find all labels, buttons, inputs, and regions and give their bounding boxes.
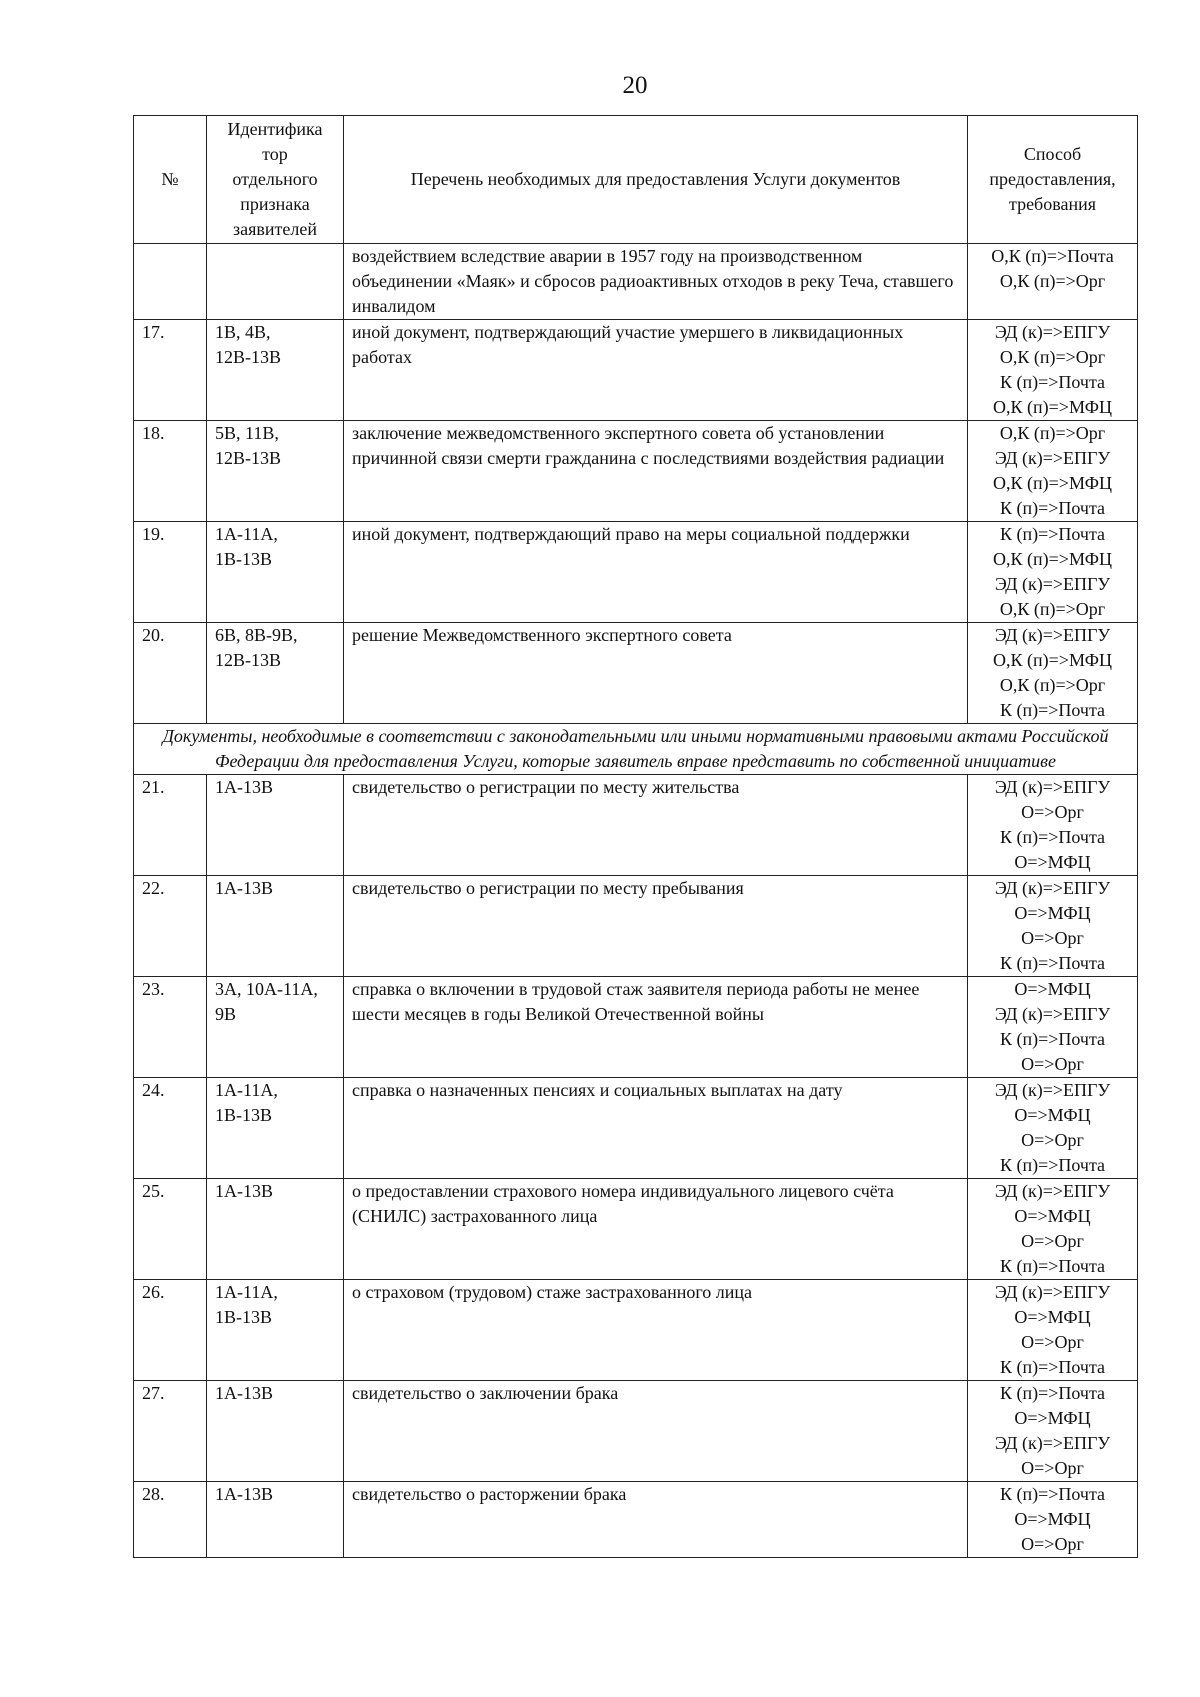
row-identifier: 1А-13В xyxy=(207,876,344,977)
row-document: свидетельство о регистрации по месту пребывания xyxy=(344,876,968,977)
method-item: К (п)=>Почта xyxy=(999,1383,1106,1403)
row-identifier: 1А-13В xyxy=(207,775,344,876)
table-row xyxy=(134,244,1138,320)
row-number: 24. xyxy=(134,1078,207,1179)
table-row xyxy=(134,421,1138,522)
table-row xyxy=(134,1381,1138,1482)
table-row xyxy=(134,1280,1138,1381)
row-number: 26. xyxy=(134,1280,207,1381)
method-item: О,К (п)=>Орг xyxy=(999,347,1106,367)
method-item: ЭД (к)=>ЕПГУ xyxy=(994,1282,1111,1302)
row-number: 25. xyxy=(134,1179,207,1280)
table-row xyxy=(134,522,1138,623)
method-item: О=>МФЦ xyxy=(1014,903,1091,923)
row-document: свидетельство о регистрации по месту жительства xyxy=(344,775,968,876)
row-document: свидетельство о заключении брака xyxy=(344,1381,968,1482)
method-item: К (п)=>Почта xyxy=(999,827,1106,847)
row-number: 27. xyxy=(134,1381,207,1482)
table-row xyxy=(134,320,1138,421)
row-identifier: 5В, 11В, 12В-13В xyxy=(207,421,344,522)
method-item: К (п)=>Почта xyxy=(999,498,1106,518)
section-row xyxy=(134,724,1138,775)
row-identifier xyxy=(207,244,344,320)
method-item: О=>МФЦ xyxy=(1014,979,1091,999)
row-methods xyxy=(968,1179,1138,1280)
method-item: К (п)=>Почта xyxy=(999,372,1106,392)
table-row xyxy=(134,623,1138,724)
method-item: О,К (п)=>МФЦ xyxy=(993,549,1112,569)
method-item: О,К (п)=>МФЦ xyxy=(993,650,1112,670)
row-identifier: 1А-11А, 1В-13В xyxy=(207,522,344,623)
method-item: К (п)=>Почта xyxy=(999,1484,1106,1504)
method-item: К (п)=>Почта xyxy=(999,524,1106,544)
method-item: К (п)=>Почта xyxy=(999,1357,1106,1377)
method-item: О=>Орг xyxy=(1021,1458,1084,1478)
row-document: о предоставлении страхового номера индивидуального лицевого счёта (СНИЛС) застрахованного лица xyxy=(344,1179,968,1280)
table-row xyxy=(134,775,1138,876)
documents-table xyxy=(133,115,1138,1558)
method-item: ЭД (к)=>ЕПГУ xyxy=(994,448,1111,468)
row-identifier: 6В, 8В-9В, 12В-13В xyxy=(207,623,344,724)
method-item: ЭД (к)=>ЕПГУ xyxy=(994,574,1111,594)
row-methods xyxy=(968,1078,1138,1179)
method-item: ЭД (к)=>ЕПГУ xyxy=(994,1004,1111,1024)
row-number: 17. xyxy=(134,320,207,421)
method-item: О=>Орг xyxy=(1021,1054,1084,1074)
row-number: 18. xyxy=(134,421,207,522)
header-identifier-line: тор xyxy=(262,144,288,164)
method-item: О,К (п)=>МФЦ xyxy=(993,397,1112,417)
row-methods xyxy=(968,1482,1138,1558)
method-item: О=>МФЦ xyxy=(1014,1408,1091,1428)
method-item: К (п)=>Почта xyxy=(999,1029,1106,1049)
method-item: О=>Орг xyxy=(1021,1231,1084,1251)
row-number: 28. xyxy=(134,1482,207,1558)
table-row xyxy=(134,1078,1138,1179)
row-identifier: 1А-13В xyxy=(207,1179,344,1280)
method-item: О,К (п)=>Орг xyxy=(999,675,1106,695)
table-header-row xyxy=(134,116,1138,244)
method-item: ЭД (к)=>ЕПГУ xyxy=(994,625,1111,645)
method-item: О=>МФЦ xyxy=(1014,1206,1091,1226)
table-row xyxy=(134,1482,1138,1558)
method-item: ЭД (к)=>ЕПГУ xyxy=(994,777,1111,797)
row-identifier: 1А-11А, 1В-13В xyxy=(207,1078,344,1179)
row-document: заключение межведомственного экспертного совета об установлении причинной связи смерти гражданина с последствиями воздействия радиации xyxy=(344,421,968,522)
row-identifier: 1В, 4В, 12В-13В xyxy=(207,320,344,421)
method-item: ЭД (к)=>ЕПГУ xyxy=(994,1433,1111,1453)
header-identifier-line: Идентифика xyxy=(227,119,323,139)
header-number: № xyxy=(134,116,207,244)
row-number: 19. xyxy=(134,522,207,623)
row-methods xyxy=(968,876,1138,977)
method-item: О,К (п)=>Орг xyxy=(999,271,1106,291)
row-document: иной документ, подтверждающий участие умершего в ликвидационных работах xyxy=(344,320,968,421)
header-document-list: Перечень необходимых для предоставления Услуги документов xyxy=(344,116,968,244)
section-title: Документы, необходимые в соответствии с законодательными или иными нормативными правовыми актами Российской Федерации для предоставления Услуги, которые заявитель вправе представить по собственной инициативе xyxy=(134,724,1138,775)
method-item: К (п)=>Почта xyxy=(999,1256,1106,1276)
method-item: О=>МФЦ xyxy=(1014,852,1091,872)
method-item: О=>МФЦ xyxy=(1014,1105,1091,1125)
row-number: 22. xyxy=(134,876,207,977)
method-item: К (п)=>Почта xyxy=(999,1155,1106,1175)
table-body-top xyxy=(134,244,1138,724)
row-methods xyxy=(968,623,1138,724)
row-document: иной документ, подтверждающий право на меры социальной поддержки xyxy=(344,522,968,623)
method-item: О=>Орг xyxy=(1021,1534,1084,1554)
method-item: О=>Орг xyxy=(1021,1332,1084,1352)
row-number xyxy=(134,244,207,320)
page-number: 20 xyxy=(622,72,648,99)
row-identifier: 1А-13В xyxy=(207,1482,344,1558)
method-item: К (п)=>Почта xyxy=(999,700,1106,720)
method-item: О=>Орг xyxy=(1021,802,1084,822)
table-row xyxy=(134,1179,1138,1280)
table-row xyxy=(134,977,1138,1078)
header-identifier xyxy=(207,116,344,244)
method-item: ЭД (к)=>ЕПГУ xyxy=(994,322,1111,342)
method-item: К (п)=>Почта xyxy=(999,953,1106,973)
method-item: О=>Орг xyxy=(1021,928,1084,948)
method-item: О=>МФЦ xyxy=(1014,1509,1091,1529)
row-document: воздействием вследствие аварии в 1957 году на производственном объединении «Маяк» и сбросов радиоактивных отходов в реку Теча, ставшего инвалидом xyxy=(344,244,968,320)
row-number: 21. xyxy=(134,775,207,876)
row-methods xyxy=(968,1381,1138,1482)
header-identifier-line: отдельного xyxy=(232,169,318,189)
method-item: ЭД (к)=>ЕПГУ xyxy=(994,1181,1111,1201)
row-document: решение Межведомственного экспертного совета xyxy=(344,623,968,724)
row-methods xyxy=(968,244,1138,320)
method-item: О,К (п)=>МФЦ xyxy=(993,473,1112,493)
row-identifier: 3А, 10А-11А, 9В xyxy=(207,977,344,1078)
method-item: О,К (п)=>Орг xyxy=(999,599,1106,619)
method-item: О,К (п)=>Орг xyxy=(999,423,1106,443)
header-method-line: требования xyxy=(1008,194,1097,214)
row-number: 23. xyxy=(134,977,207,1078)
method-item: О=>Орг xyxy=(1021,1130,1084,1150)
header-method-line: Способ xyxy=(1023,144,1082,164)
row-identifier: 1А-13В xyxy=(207,1381,344,1482)
row-methods xyxy=(968,775,1138,876)
row-number: 20. xyxy=(134,623,207,724)
table-body-bottom xyxy=(134,775,1138,1558)
method-item: О,К (п)=>Почта xyxy=(991,246,1114,266)
table-row xyxy=(134,876,1138,977)
row-methods xyxy=(968,522,1138,623)
method-item: ЭД (к)=>ЕПГУ xyxy=(994,1080,1111,1100)
method-item: О=>МФЦ xyxy=(1014,1307,1091,1327)
row-methods xyxy=(968,1280,1138,1381)
header-identifier-line: заявителей xyxy=(233,219,317,239)
row-document: справка о включении в трудовой стаж заявителя периода работы не менее шести месяцев в годы Великой Отечественной войны xyxy=(344,977,968,1078)
row-document: справка о назначенных пенсиях и социальных выплатах на дату xyxy=(344,1078,968,1179)
row-methods xyxy=(968,421,1138,522)
table-section xyxy=(134,724,1138,775)
row-methods xyxy=(968,320,1138,421)
row-identifier: 1А-11А, 1В-13В xyxy=(207,1280,344,1381)
row-methods xyxy=(968,977,1138,1078)
method-item: ЭД (к)=>ЕПГУ xyxy=(994,878,1111,898)
row-document: о страховом (трудовом) стаже застрахованного лица xyxy=(344,1280,968,1381)
row-document: свидетельство о расторжении брака xyxy=(344,1482,968,1558)
header-identifier-line: признака xyxy=(240,194,310,214)
header-method-line: предоставления, xyxy=(989,169,1116,189)
header-method xyxy=(968,116,1138,244)
